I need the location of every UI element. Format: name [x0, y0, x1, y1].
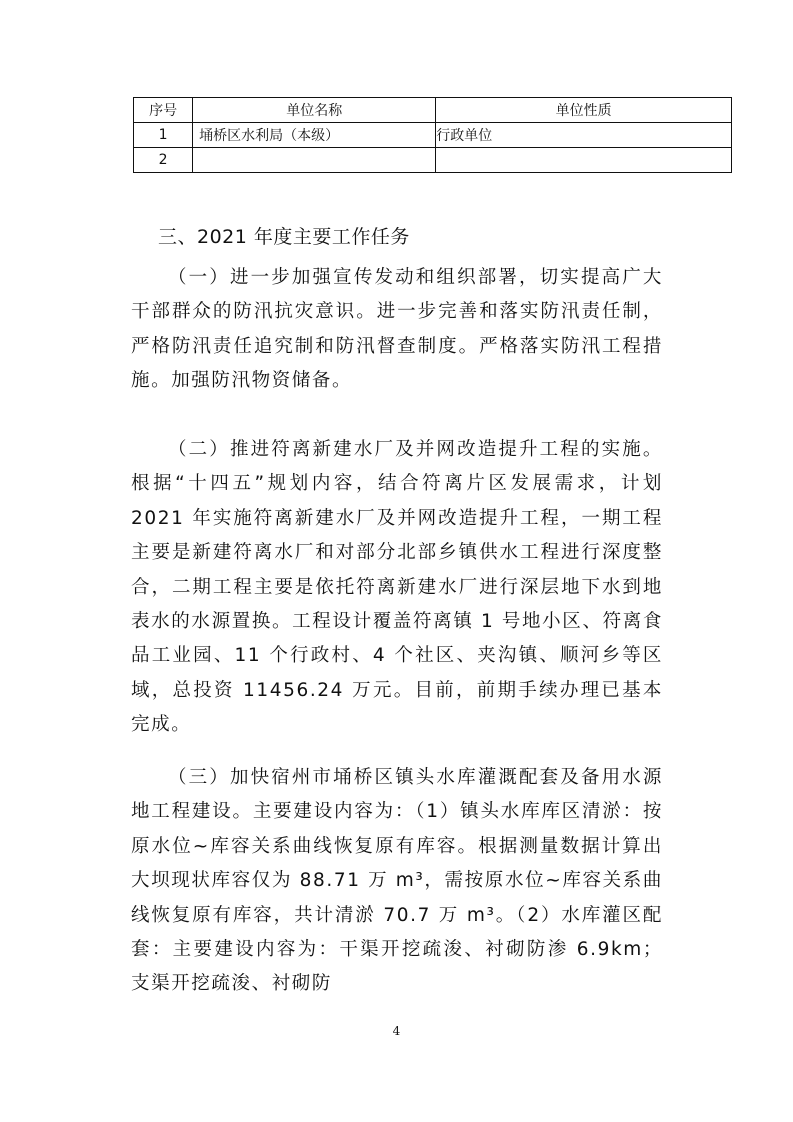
paragraph: （一）进一步加强宣传发动和组织部署，切实提高广大干部群众的防汛抗灾意识。进一步完善和落实防汛责任制，严格防汛责任追究制和防汛督查制度。严格落实防汛工程措施。加强防汛物资储备。	[131, 267, 663, 392]
table-cell: 行政单位	[436, 123, 732, 148]
table-cell: 2	[134, 148, 193, 173]
section-heading: 三、2021 年度主要工作任务	[158, 226, 410, 248]
table-cell	[436, 148, 732, 173]
table-row	[134, 123, 732, 148]
header-cell-unit-type: 单位性质	[436, 98, 732, 123]
table-cell: 埇桥区水利局（本级）	[193, 123, 436, 148]
page-number: 4	[392, 1024, 401, 1038]
table-cell	[193, 148, 436, 173]
header-cell-unit-name: 单位名称	[193, 98, 436, 123]
table-header-row	[134, 98, 732, 123]
paragraph: （三）加快宿州市埇桥区镇头水库灌溉配套及备用水源地工程建设。主要建设内容为：（1）镇头水库库区清淤：按原水位~库容关系曲线恢复原有库容。根据测量数据计算出大坝现状库容仅为 88.71 万 m³，需按原水位~库容关系曲线恢复原有库容，共计清淤 70.7 万 m³。（2）水库灌区配套：主要建设内容为：干渠开挖疏浚、衬砌防渗 6.9km；支渠开挖疏浚、衬砌防	[131, 767, 663, 995]
header-cell-serial: 序号	[134, 98, 193, 123]
table-row	[134, 148, 732, 173]
unit-table	[133, 97, 732, 173]
table-cell: 1	[134, 123, 193, 148]
paragraph: （二）推进符离新建水厂及并网改造提升工程的实施。根据“十四五”规划内容，结合符离片区发展需求，计划 2021 年实施符离新建水厂及并网改造提升工程，一期工程主要是新建符离水厂和对部分北部乡镇供水工程进行深度整合，二期工程主要是依托符离新建水厂进行深层地下水到地表水的水源置换。工程设计覆盖符离镇 1 号地小区、符离食品工业园、11 个行政村、4 个社区、夹沟镇、顺河乡等区域，总投资 11456.24 万元。目前，前期手续办理已基本完成。	[131, 439, 663, 736]
